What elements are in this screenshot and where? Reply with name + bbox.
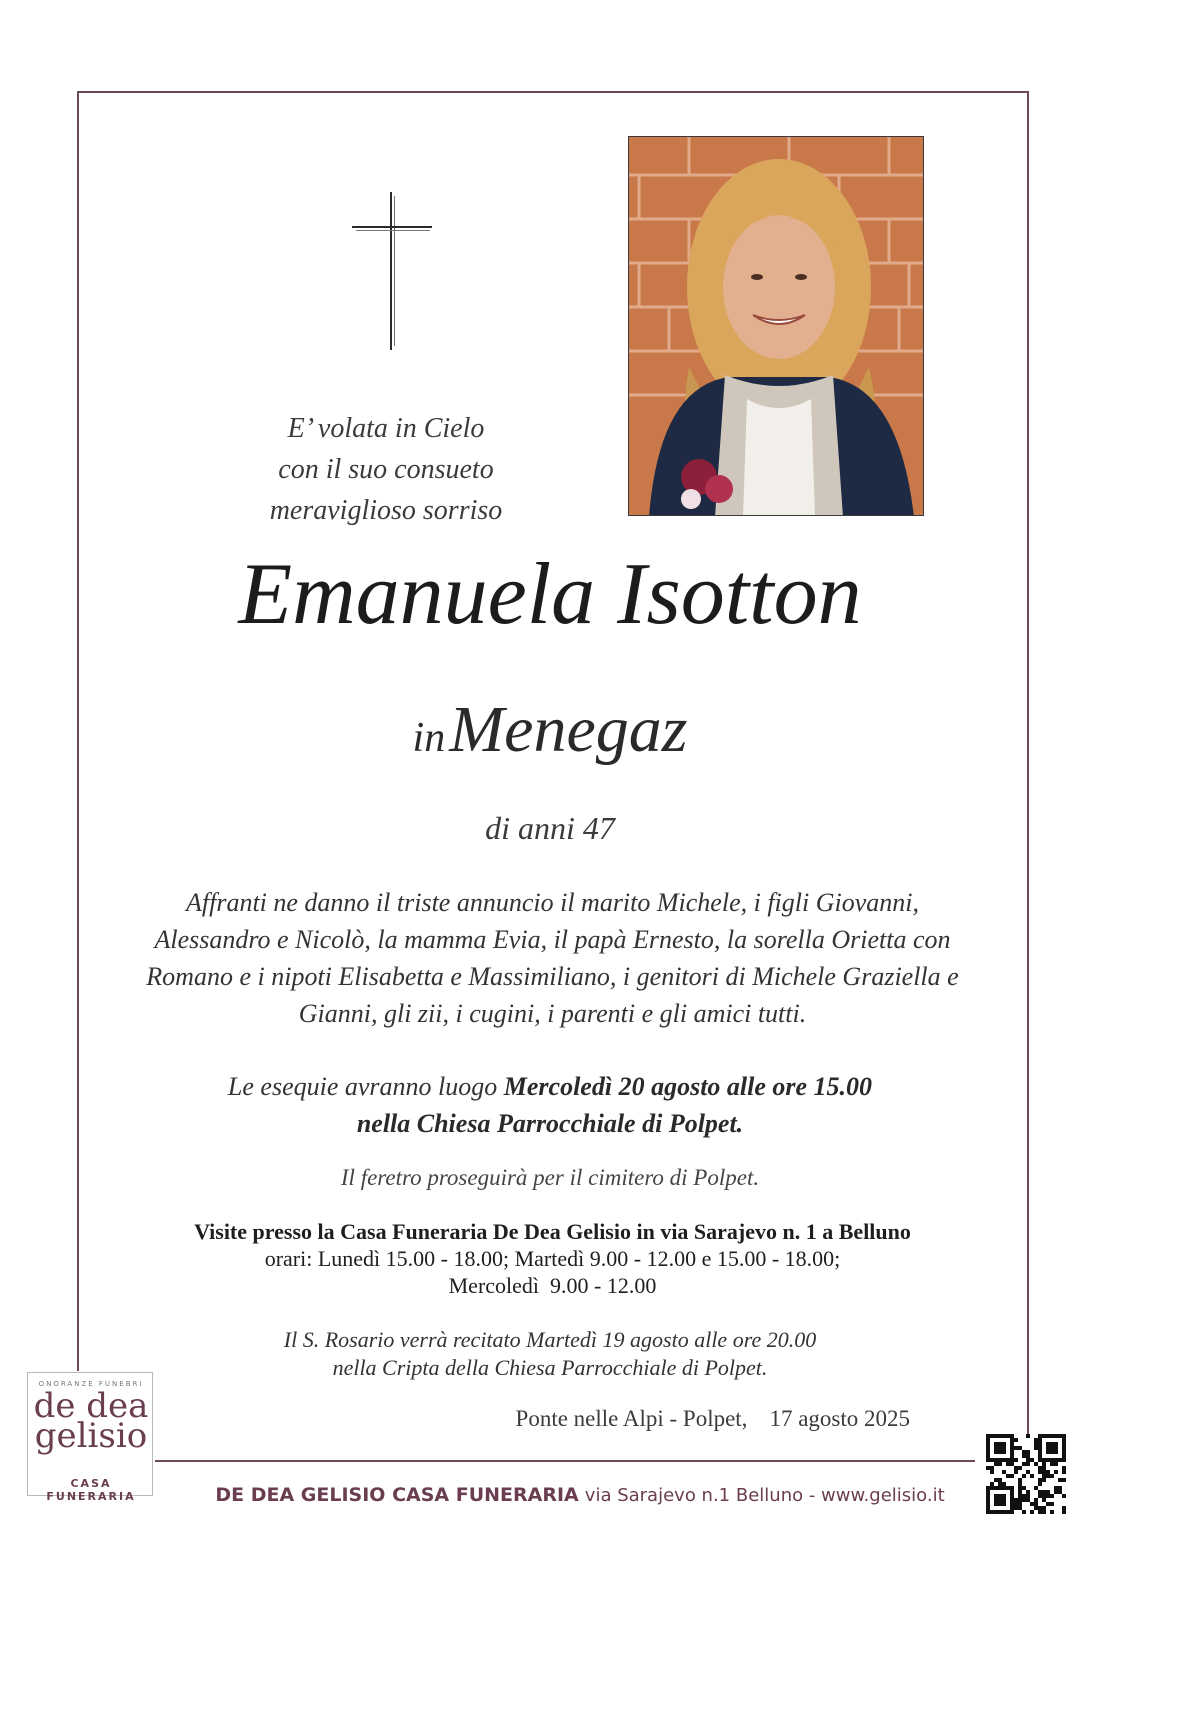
funeral-when: Mercoledì 20 agosto alle ore 15.00 xyxy=(503,1072,873,1101)
epitaph-line: con il suo consueto xyxy=(278,454,494,485)
burial-note: Il feretro proseguirà per il cimitero di Polpet. xyxy=(340,1165,760,1190)
portrait-photo xyxy=(628,136,924,516)
frame-border-bottom xyxy=(155,1460,975,1462)
footer-address[interactable]: via Sarajevo n.1 Belluno - www.gelisio.it xyxy=(584,1485,945,1506)
epitaph-line: meraviglioso sorriso xyxy=(269,495,503,526)
funeral-intro: Le esequie avranno luogo xyxy=(227,1072,498,1101)
epitaph-line: E’ volata in Cielo xyxy=(287,413,485,444)
cross-icon xyxy=(350,192,434,352)
deceased-name: Emanuela Isotton xyxy=(238,546,862,643)
funeral-where: nella Chiesa Parrocchiale di Polpet. xyxy=(356,1109,744,1138)
married-prefix: in xyxy=(412,715,446,761)
frame-border-top xyxy=(77,91,1029,93)
married-surname: Menegaz xyxy=(449,693,688,766)
funeral-info xyxy=(120,1068,980,1142)
age: di anni 47 xyxy=(485,810,615,846)
logo-wordmark xyxy=(28,1386,154,1456)
logo-tagline: ONORANZE FUNEBRI xyxy=(38,1380,144,1388)
place: Ponte nelle Alpi - Polpet, xyxy=(515,1406,748,1431)
footer-brand: DE DEA GELISIO CASA FUNERARIA xyxy=(215,1484,579,1506)
announcement-line: Alessandro e Nicolò, la mamma Evia, il papà Ernesto, la sorella Orietta con xyxy=(154,925,951,954)
logo-subtitle: CASA FUNERARIA xyxy=(46,1477,136,1503)
announcement-line: Affranti ne danno il triste annuncio il marito Michele, i figli Giovanni, xyxy=(186,888,919,917)
logo-line: gelisio xyxy=(34,1416,148,1456)
visits-heading: Visite presso la Casa Funeraria De Dea Gelisio in via Sarajevo n. 1 a Belluno xyxy=(194,1219,911,1244)
frame-border-left xyxy=(77,91,79,1371)
qr-code-icon[interactable] xyxy=(986,1434,1066,1514)
visits-hours-line: Mercoledì 9.00 - 12.00 xyxy=(448,1273,657,1298)
rosary-info xyxy=(150,1326,950,1382)
logo-line: de dea xyxy=(33,1386,149,1426)
announcement-line: Romano e i nipoti Elisabetta e Massimiliano, i genitori di Michele Graziella e xyxy=(146,962,959,991)
rosary-line: nella Cripta della Chiesa Parrocchiale di Polpet. xyxy=(332,1355,768,1380)
married-name xyxy=(300,692,800,768)
date: 17 agosto 2025 xyxy=(769,1406,910,1431)
announcement-line: Gianni, gli zii, i cugini, i parenti e gli amici tutti. xyxy=(298,999,807,1028)
funeral-home-logo xyxy=(27,1372,153,1503)
rosary-line: Il S. Rosario verrà recitato Martedì 19 agosto alle ore 20.00 xyxy=(283,1327,817,1352)
visits-info xyxy=(100,1218,1005,1299)
place-date xyxy=(440,1406,910,1432)
frame-border-right xyxy=(1027,91,1029,1462)
epitaph xyxy=(236,408,536,531)
visits-hours-line: orari: Lunedì 15.00 - 18.00; Martedì 9.00 - 12.00 e 15.00 - 18.00; xyxy=(264,1246,841,1271)
announcement xyxy=(110,884,995,1032)
footer xyxy=(200,1484,960,1506)
